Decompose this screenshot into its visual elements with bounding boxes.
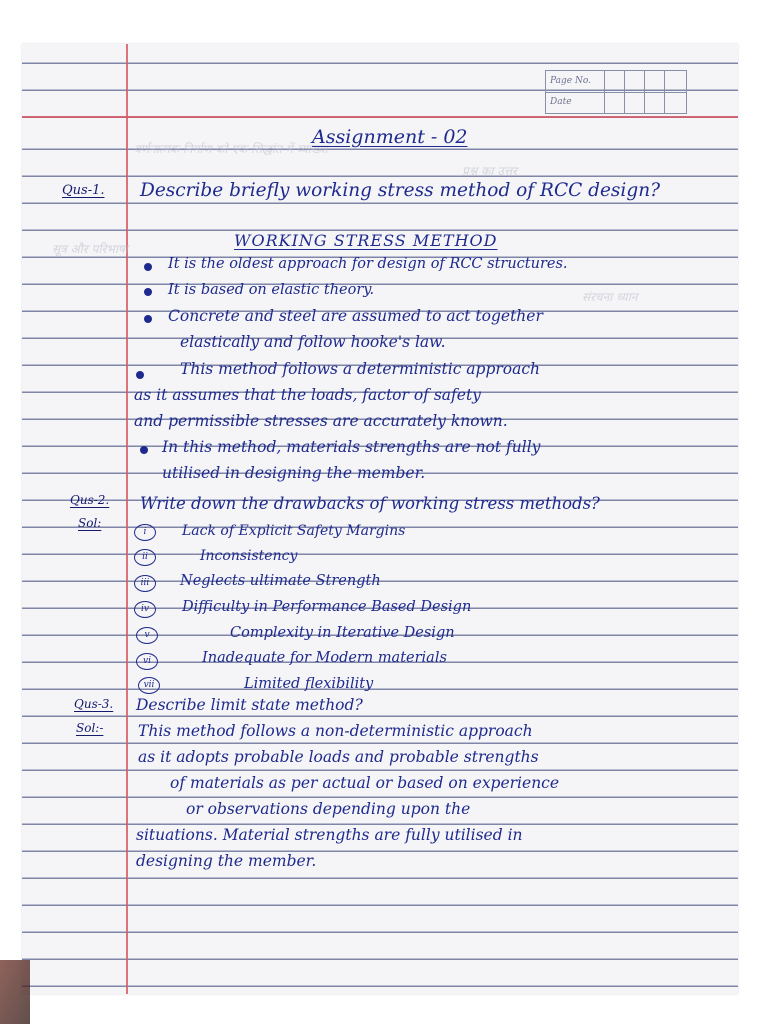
date-row	[546, 92, 686, 113]
q3-answer-line: of materials as per actual or based on experience	[170, 774, 560, 792]
q1-bullet-text: It is based on elastic theory.	[168, 282, 375, 298]
date-cell	[624, 92, 645, 113]
q1-bullet-text: and permissible stresses are accurately known.	[134, 412, 508, 430]
date-cell	[604, 92, 625, 113]
q1-bullet-text: In this method, materials strengths are not fully	[162, 438, 541, 456]
bullet-dot-icon	[136, 371, 144, 379]
page-no-cell	[644, 71, 665, 92]
q1-bullet-text: Concrete and steel are assumed to act together	[168, 307, 543, 325]
question-3-label: Qus-3.	[74, 697, 114, 711]
roman-numeral-badge: i	[134, 524, 156, 541]
q1-bullet-text: utilised in designing the member.	[162, 464, 426, 482]
question-2-sol-label: Sol:	[78, 516, 102, 530]
question-1-label: Qus-1.	[62, 183, 105, 198]
page-no-cell	[664, 71, 687, 92]
roman-numeral-badge: ii	[134, 549, 156, 566]
question-3-text: Describe limit state method?	[136, 696, 363, 714]
date-cell	[644, 92, 665, 113]
drawback-item: Difficulty in Performance Based Design	[182, 599, 472, 615]
roman-numeral-badge: vii	[138, 677, 160, 694]
q3-answer-line: designing the member.	[136, 852, 317, 870]
date-cell	[664, 92, 687, 113]
section-heading: WORKING STRESS METHOD	[234, 231, 498, 250]
roman-numeral-badge: iii	[134, 575, 156, 592]
page-number-date-box	[545, 70, 687, 114]
header-rule	[22, 116, 738, 118]
bleed-through-text: वर्णनात्मक निर्माण को एक सिद्धांत में व्याख्या	[134, 142, 328, 156]
q3-answer-line: This method follows a non-deterministic approach	[138, 722, 533, 740]
drawback-item: Complexity in Iterative Design	[230, 625, 455, 641]
q1-bullet-text: This method follows a deterministic approach	[180, 360, 541, 378]
bullet-dot-icon	[144, 288, 152, 296]
notebook-page	[22, 44, 738, 994]
q1-bullet-text: as it assumes that the loads, factor of safety	[134, 386, 481, 404]
drawback-item: Lack of Explicit Safety Margins	[182, 523, 406, 539]
drawback-item: Inadequate for Modern materials	[202, 650, 447, 666]
q3-answer-line: or observations depending upon the	[186, 800, 471, 818]
question-2-text: Write down the drawbacks of working stress methods?	[140, 494, 600, 513]
drawback-item: Inconsistency	[200, 548, 298, 564]
question-1-text: Describe briefly working stress method of RCC design?	[140, 180, 661, 201]
drawback-item: Neglects ultimate Strength	[180, 573, 381, 589]
page-no-label: Page No.	[550, 76, 591, 86]
bullet-dot-icon	[144, 315, 152, 323]
page-no-cell	[624, 71, 645, 92]
question-3-sol-label: Sol:-	[76, 721, 104, 735]
q3-answer-line: situations. Material strengths are fully utilised in	[136, 826, 523, 844]
question-2-label: Qus-2.	[70, 493, 110, 507]
q3-answer-line: as it adopts probable loads and probable strengths	[138, 748, 539, 766]
bullet-dot-icon	[144, 263, 152, 271]
date-label: Date	[550, 97, 572, 107]
bleed-through-text: सूत्र और परिभाषा	[52, 242, 128, 256]
bullet-dot-icon	[140, 446, 148, 454]
drawback-item: Limited flexibility	[244, 676, 374, 692]
desk-shadow	[0, 960, 30, 1024]
q1-bullet-text: It is the oldest approach for design of RCC structures.	[168, 256, 568, 272]
roman-numeral-badge: vi	[136, 653, 158, 670]
assignment-title: Assignment - 02	[312, 126, 468, 148]
q1-bullet-text: elastically and follow hooke's law.	[180, 333, 446, 351]
margin-line	[126, 44, 128, 994]
roman-numeral-badge: iv	[134, 601, 156, 618]
page-no-cell	[604, 71, 625, 92]
bleed-through-text: प्रश्न का उत्तर	[462, 164, 518, 178]
roman-numeral-badge: v	[136, 627, 158, 644]
bleed-through-text: संरचना ध्यान	[582, 290, 638, 304]
page-no-row	[546, 71, 686, 93]
